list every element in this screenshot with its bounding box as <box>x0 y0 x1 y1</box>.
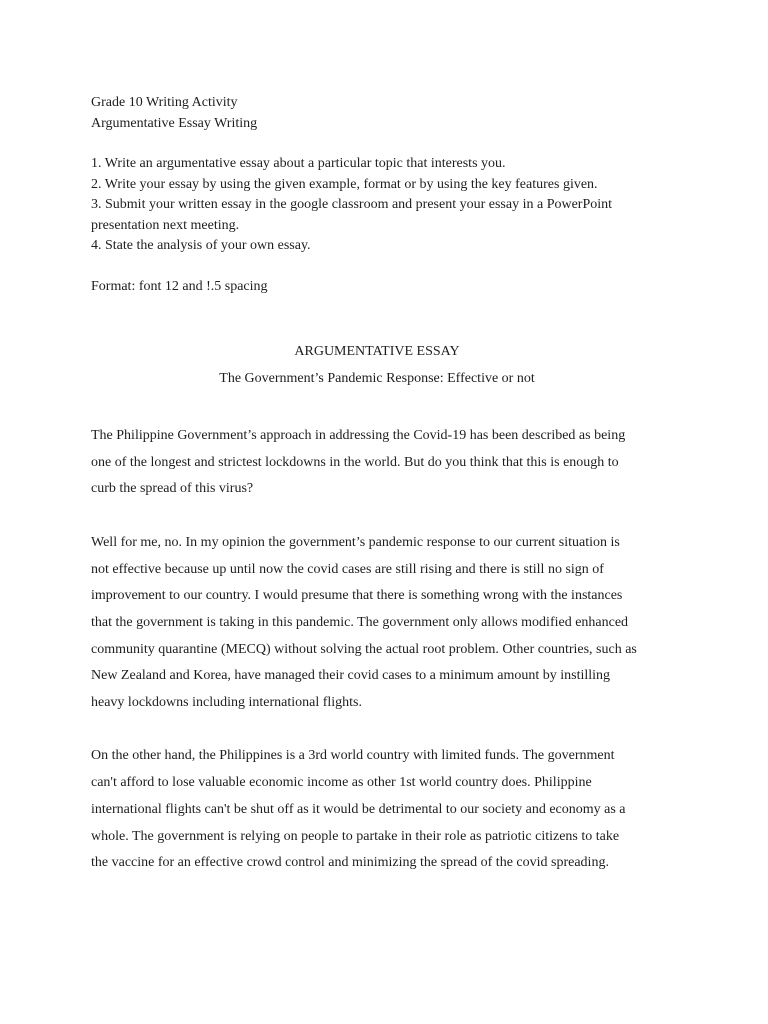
instruction-line: 3. Submit your written essay in the google classroom and present your essay in a PowerPoint <box>91 197 613 213</box>
essay-paragraph-3 <box>91 743 691 877</box>
activity-subtitle: Argumentative Essay Writing <box>91 115 258 131</box>
essay-paragraph-2 <box>91 530 691 717</box>
paragraph-line: can't afford to lose valuable economic income as other 1st world country does. Philippine <box>91 775 592 791</box>
instruction-line: presentation next meeting. <box>91 217 240 233</box>
instruction-line: 2. Write your essay by using the given example, format or by using the key features given. <box>91 176 598 192</box>
paragraph-line: New Zealand and Korea, have managed their covid cases to a minimum amount by instilling <box>91 668 611 684</box>
paragraph-line: community quarantine (MECQ) without solving the actual root problem. Other countries, such as <box>91 641 637 657</box>
essay-paragraph-1 <box>91 423 691 503</box>
paragraph-line: international flights can't be shut off as it would be detrimental to our society and economy as a <box>91 801 626 817</box>
paragraph-line: Well for me, no. In my opinion the government’s pandemic response to our current situation is <box>91 534 620 550</box>
essay-title: The Government’s Pandemic Response: Effective or not <box>219 371 535 386</box>
paragraph-line: one of the longest and strictest lockdowns in the world. But do you think that this is enough to <box>91 454 619 470</box>
format-note-block <box>91 277 268 298</box>
paragraph-line: whole. The government is relying on people to partake in their role as patriotic citizens to take <box>91 828 620 844</box>
paragraph-line: that the government is taking in this pandemic. The government only allows modified enhanced <box>91 614 629 630</box>
paragraph-line: curb the spread of this virus? <box>91 481 254 497</box>
paragraph-line: improvement to our country. I would presume that there is something wrong with the instances <box>91 588 623 604</box>
essay-label: ARGUMENTATIVE ESSAY <box>294 344 460 359</box>
activity-header <box>91 93 691 134</box>
essay-body <box>91 423 691 904</box>
instruction-line: 1. Write an argumentative essay about a particular topic that interests you. <box>91 156 506 171</box>
paragraph-line: not effective because up until now the covid cases are still rising and there is still no sign of <box>91 561 604 577</box>
format-note: Format: font 12 and !.5 spacing <box>91 279 268 294</box>
activity-grade-title: Grade 10 Writing Activity <box>91 95 238 110</box>
paragraph-line: On the other hand, the Philippines is a 3rd world country with limited funds. The government <box>91 748 615 764</box>
instruction-line: 4. State the analysis of your own essay. <box>91 238 311 254</box>
paragraph-line: heavy lockdowns including international flights. <box>91 695 363 711</box>
instructions-list <box>91 154 691 257</box>
paragraph-line: the vaccine for an effective crowd control and minimizing the spread of the covid spreading. <box>91 855 609 871</box>
paragraph-line: The Philippine Government’s approach in addressing the Covid-19 has been described as being <box>91 428 626 443</box>
